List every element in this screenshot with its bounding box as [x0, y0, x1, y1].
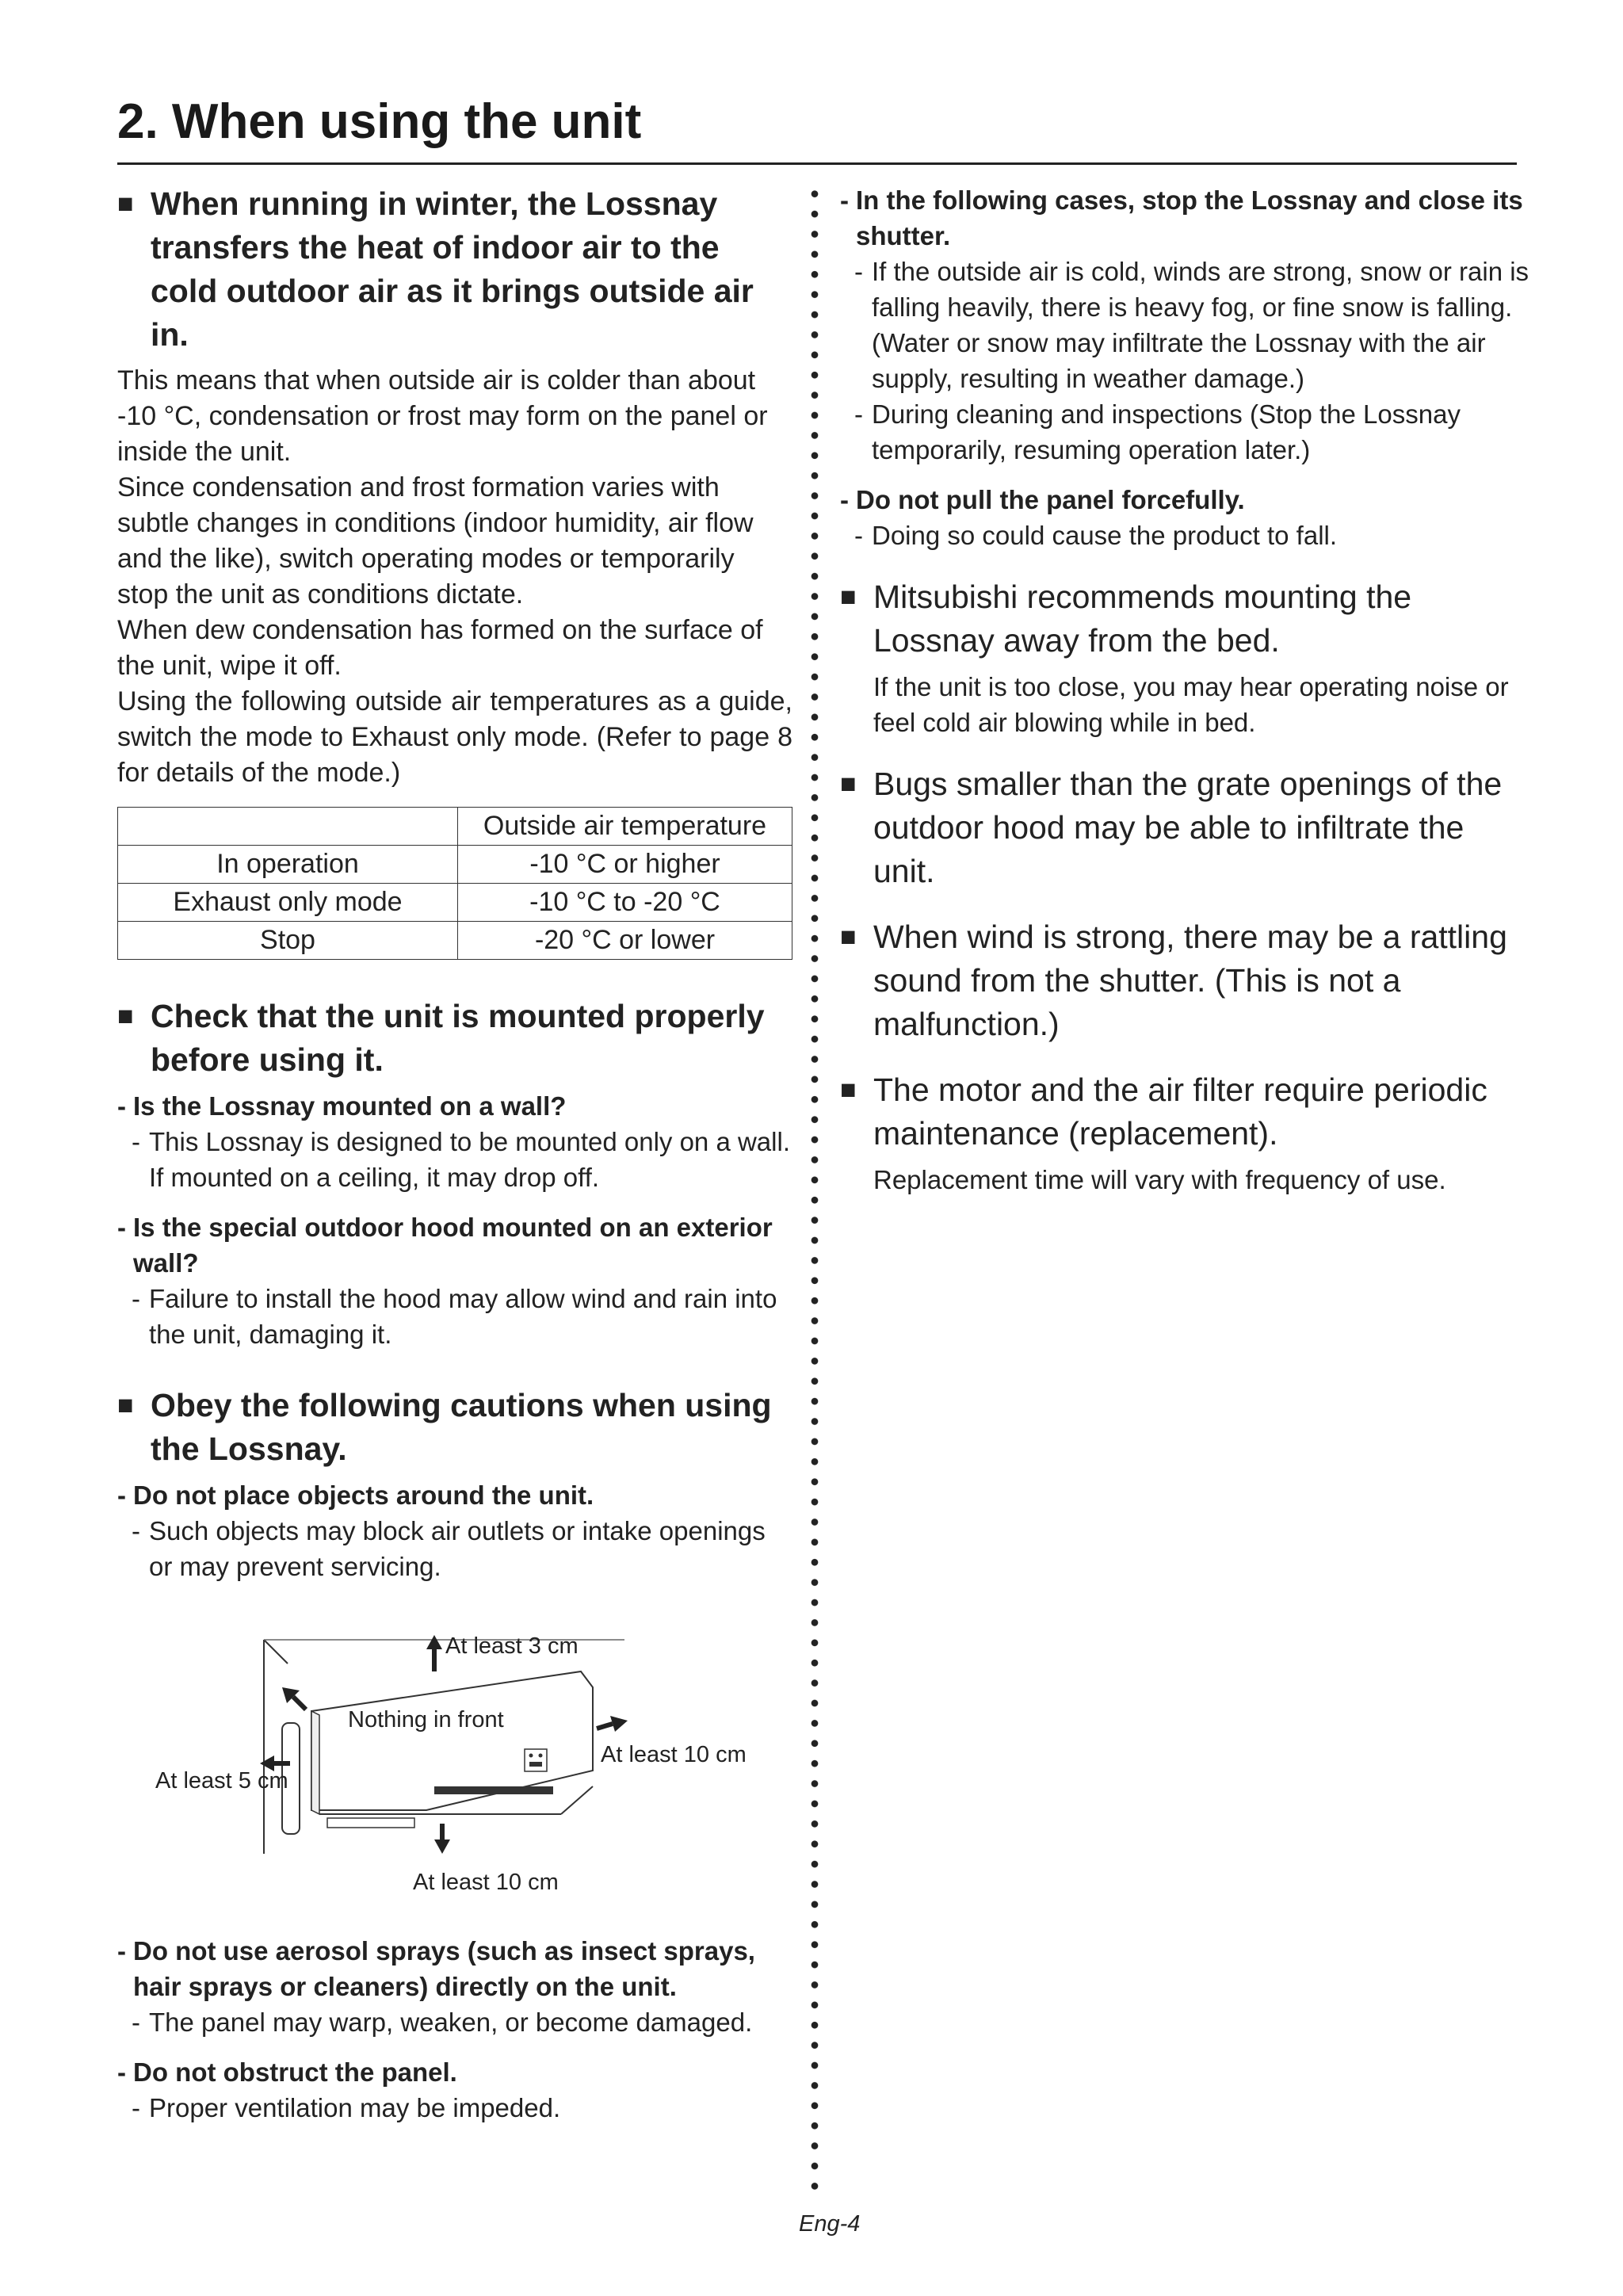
- mount-answer-2: - Failure to install the hood may allow wind and rain into the unit, damaging it.: [132, 1284, 777, 1349]
- clearance-diagram: [117, 1616, 792, 1917]
- mount-question-1: - Is the Lossnay mounted on a wall?: [117, 1091, 567, 1121]
- table-cell: -20 °C or lower: [458, 922, 792, 960]
- stop-cases-answer-2: - During cleaning and inspections (Stop the Lossnay temporarily, resuming operation later.): [854, 399, 1461, 464]
- label-nothing-in-front: Nothing in front: [348, 1707, 504, 1733]
- right-column: [840, 182, 1529, 1198]
- arrow-down-icon: [434, 1824, 450, 1854]
- table-header-cell: Outside air temperature: [458, 808, 792, 846]
- page-number: Eng-4: [799, 2211, 861, 2237]
- label-right-clearance: At least 10 cm: [601, 1742, 747, 1767]
- square-bullet-icon: ■: [117, 189, 134, 219]
- winter-paragraph-4: Using the following outside air temperatures as a guide, switch the mode to Exhaust only mode. (Refer to page 8 for details of the mode.): [117, 686, 792, 788]
- control-panel-icon: [525, 1749, 547, 1771]
- table-row: [118, 922, 792, 960]
- dotted-column-divider: [811, 184, 819, 2197]
- table-cell: -10 °C to -20 °C: [458, 884, 792, 922]
- caution-answer-2: - The panel may warp, weaken, or become damaged.: [132, 2008, 753, 2037]
- wall-edge: [264, 1640, 288, 1664]
- caution-question-1: - Do not place objects around the unit.: [117, 1480, 594, 1510]
- winter-paragraph-3: When dew condensation has formed on the surface of the unit, wipe it off.: [117, 615, 763, 681]
- table-row: [118, 846, 792, 884]
- cautions-heading: ■ Obey the following cautions when using the Lossnay.: [117, 1384, 792, 1471]
- wind-heading: ■ When wind is strong, there may be a rattling sound from the shutter. (This is not a malfunction.): [840, 915, 1529, 1046]
- table-header-row: [118, 808, 792, 846]
- bed-note: If the unit is too close, you may hear operating noise or feel cold air blowing while in bed.: [873, 672, 1509, 737]
- panel-pull-answer: - Doing so could cause the product to fall.: [854, 521, 1338, 550]
- left-column: [117, 182, 792, 2126]
- page-title: 2. When using the unit: [117, 94, 642, 149]
- stop-cases-answer-1: - If the outside air is cold, winds are strong, snow or rain is falling heavily, there is heavy fog, or fine snow is falling. (Water or snow may infiltrate the Lossnay with the air supply, resulting in weather damage.): [854, 257, 1529, 393]
- mount-heading: ■ Check that the unit is mounted properly before using it.: [117, 995, 792, 1082]
- panel-pull-question: - Do not pull the panel forcefully.: [840, 485, 1245, 514]
- mount-question-2: - Is the special outdoor hood mounted on an exterior wall?: [117, 1213, 773, 1278]
- winter-paragraph-2: Since condensation and frost formation varies with subtle changes in conditions (indoor humidity, air flow and the like), switch operating modes or temporarily stop the unit as conditions dictate.: [117, 472, 754, 609]
- square-bullet-icon: ■: [117, 1390, 134, 1420]
- table-row: [118, 884, 792, 922]
- title-rule: [117, 162, 1517, 165]
- caution-answer-3: - Proper ventilation may be impeded.: [132, 2093, 561, 2122]
- table-cell: In operation: [118, 846, 458, 884]
- bugs-heading: ■ Bugs smaller than the grate openings of the outdoor hood may be able to infiltrate the unit.: [840, 762, 1529, 893]
- arrow-up-left-icon: [282, 1687, 306, 1710]
- mount-answer-1: - This Lossnay is designed to be mounted only on a wall. If mounted on a ceiling, it may drop off.: [132, 1127, 790, 1192]
- winter-heading: ■ When running in winter, the Lossnay transfers the heat of indoor air to the cold outdoor air as it brings outside air in.: [117, 182, 792, 357]
- label-left-clearance: At least 5 cm: [155, 1768, 288, 1794]
- maintenance-note: Replacement time will vary with frequency of use.: [873, 1165, 1446, 1194]
- caution-question-2: - Do not use aerosol sprays (such as insect sprays, hair sprays or cleaners) directly on the unit.: [117, 1936, 755, 2001]
- table-cell: -10 °C or higher: [458, 846, 792, 884]
- table-cell: Stop: [118, 922, 458, 960]
- square-bullet-icon: ■: [840, 922, 857, 952]
- outlet-grille: [434, 1786, 553, 1794]
- winter-paragraph-1: This means that when outside air is colder than about -10 °C, condensation or frost may form on the panel or inside the unit.: [117, 365, 768, 467]
- table-header-cell: [118, 808, 458, 846]
- caution-question-3: - Do not obstruct the panel.: [117, 2057, 457, 2087]
- arrow-up-icon: [426, 1635, 442, 1671]
- arrow-right-icon: [597, 1716, 628, 1732]
- maintenance-heading: ■ The motor and the air filter require periodic maintenance (replacement).: [840, 1068, 1529, 1156]
- stop-cases-question: - In the following cases, stop the Lossnay and close its shutter.: [840, 185, 1523, 250]
- square-bullet-icon: ■: [117, 1001, 134, 1031]
- square-bullet-icon: ■: [840, 1075, 857, 1105]
- temperature-table: [117, 807, 792, 960]
- table-cell: Exhaust only mode: [118, 884, 458, 922]
- square-bullet-icon: ■: [840, 582, 857, 612]
- label-bottom-clearance: At least 10 cm: [413, 1870, 559, 1895]
- caution-answer-1: - Such objects may block air outlets or intake openings or may prevent servicing.: [132, 1516, 766, 1581]
- bed-heading: ■ Mitsubishi recommends mounting the Lossnay away from the bed.: [840, 575, 1529, 663]
- label-top-clearance: At least 3 cm: [445, 1633, 579, 1659]
- square-bullet-icon: ■: [840, 769, 857, 799]
